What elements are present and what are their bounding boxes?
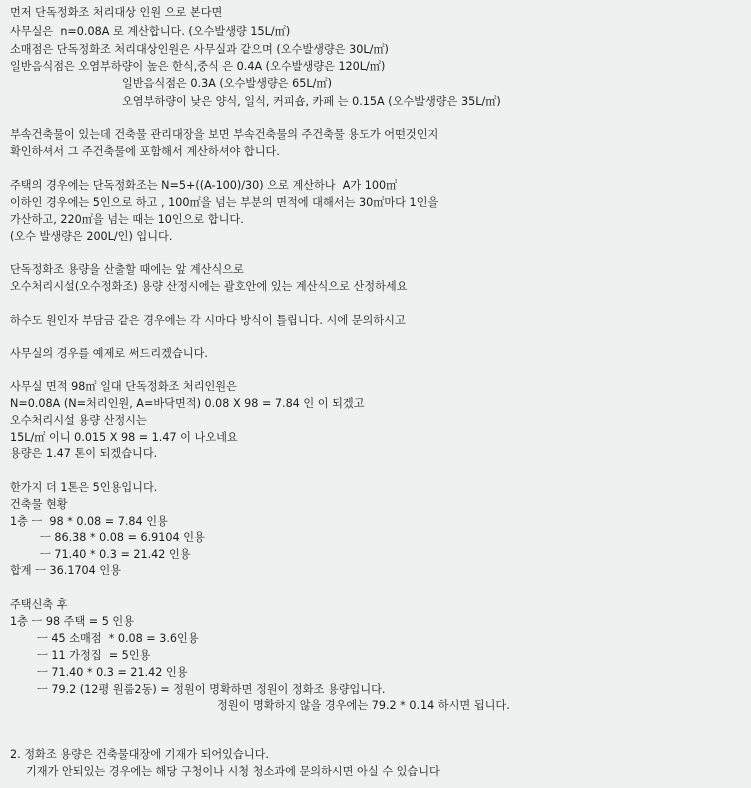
text-line: ㅡ 71.40 * 0.3 = 21.42 인용 xyxy=(40,548,191,561)
text-line: 오수처리시설(오수정화조) 용량 산정시에는 괄호안에 있는 계산식으로 산정하세요 xyxy=(10,280,408,293)
text-line: 2. 정화조 용량은 건축물대장에 기재가 되어있습니다. xyxy=(10,748,269,761)
text-line: 하수도 원인자 부담금 같은 경우에는 각 시마다 방식이 틀립니다. 시에 문의하시고 xyxy=(10,314,406,327)
text-line: N=0.08A (N=처리인원, A=바닥면적) 0.08 X 98 = 7.84 인 이 되겠고 xyxy=(10,397,365,410)
text-line: 한가지 더 1톤은 5인용입니다. xyxy=(10,481,158,494)
text-line: 사무실의 경우를 예제로 써드리겠습니다. xyxy=(10,347,208,360)
text-line: 이하인 경우에는 5인으로 하고 , 100㎡을 넘는 부분의 면적에 대해서는 30㎡마다 1인을 xyxy=(10,196,439,209)
text-line: 기재가 안되있는 경우에는 해당 구청이나 시청 청소과에 문의하시면 아실 수 있습니다 xyxy=(26,765,440,778)
text-line: ㅡ 45 소매점 * 0.08 = 3.6인용 xyxy=(37,632,199,645)
text-line: 가산하고, 220㎡을 넘는 때는 10인으로 합니다. xyxy=(10,213,244,226)
text-line: 소매점은 단독정화조 처리대상인원은 사무실과 같으며 (오수발생량은 30L/㎡) xyxy=(10,43,389,56)
text-line: 부속건축물이 있는데 건축물 관리대장을 보면 부속건축물의 주건축물 용도가 어떤것인지 xyxy=(10,128,439,141)
text-line: (오수 발생량은 200L/인) 입니다. xyxy=(10,230,173,243)
text-line: 건축물 현황 xyxy=(10,498,68,511)
text-line: 단독정화조 용량을 산출할 때에는 앞 계산식으로 xyxy=(10,263,244,276)
text-line: 주택의 경우에는 단독정화조는 N=5+((A-100)/30) 으로 계산하나 A가 100㎡ xyxy=(10,179,398,192)
text-line: 오염부하량이 낮은 양식, 일식, 커피숍, 카페 는 0.15A (오수발생량은 35L/㎡) xyxy=(122,95,501,108)
text-line: 일반음식점은 0.3A (오수발생량은 65L/㎡) xyxy=(122,77,332,90)
text-line: ㅡ 71.40 * 0.3 = 21.42 인용 xyxy=(37,666,188,679)
text-line: 사무실은 n=0.08A 로 계산합니다. (오수발생량 15L/㎡) xyxy=(10,25,291,38)
text-line: 15L/㎡ 이니 0.015 X 98 = 1.47 이 나오네요 xyxy=(10,431,238,444)
text-line: 먼저 단독정화조 처리대상 인원 으로 본다면 xyxy=(10,6,223,19)
text-line: ㅡ 86.38 * 0.08 = 6.9104 인용 xyxy=(40,531,205,544)
text-line: 일반음식점은 오염부하량이 높은 한식,중식 은 0.4A (오수발생량은 120L/㎡) xyxy=(10,60,386,73)
text-line: 1층 ㅡ 98 * 0.08 = 7.84 인용 xyxy=(10,515,168,528)
text-line: ㅡ 11 가정집 = 5인용 xyxy=(37,649,151,662)
text-line: 확인하셔서 그 주건축물에 포함해서 계산하셔야 합니다. xyxy=(10,145,280,158)
text-line: 합계 ㅡ 36.1704 인용 xyxy=(10,564,121,577)
text-line: 오수처리시설 용량 산정시는 xyxy=(10,414,147,427)
text-line: 사무실 면적 98㎡ 일대 단독정화조 처리인원은 xyxy=(10,380,237,393)
text-line: 정원이 명확하지 않을 경우에는 79.2 * 0.14 하시면 됩니다. xyxy=(217,699,510,712)
text-line: 용량은 1.47 톤이 되겠습니다. xyxy=(10,447,158,460)
text-line: ㅡ 79.2 (12평 원룸2동) = 정원이 명확하면 정원이 정화조 용량입니다. xyxy=(37,683,386,696)
text-line: 1층 ㅡ 98 주택 = 5 인용 xyxy=(10,615,135,628)
text-line: 주택신축 후 xyxy=(10,598,68,611)
